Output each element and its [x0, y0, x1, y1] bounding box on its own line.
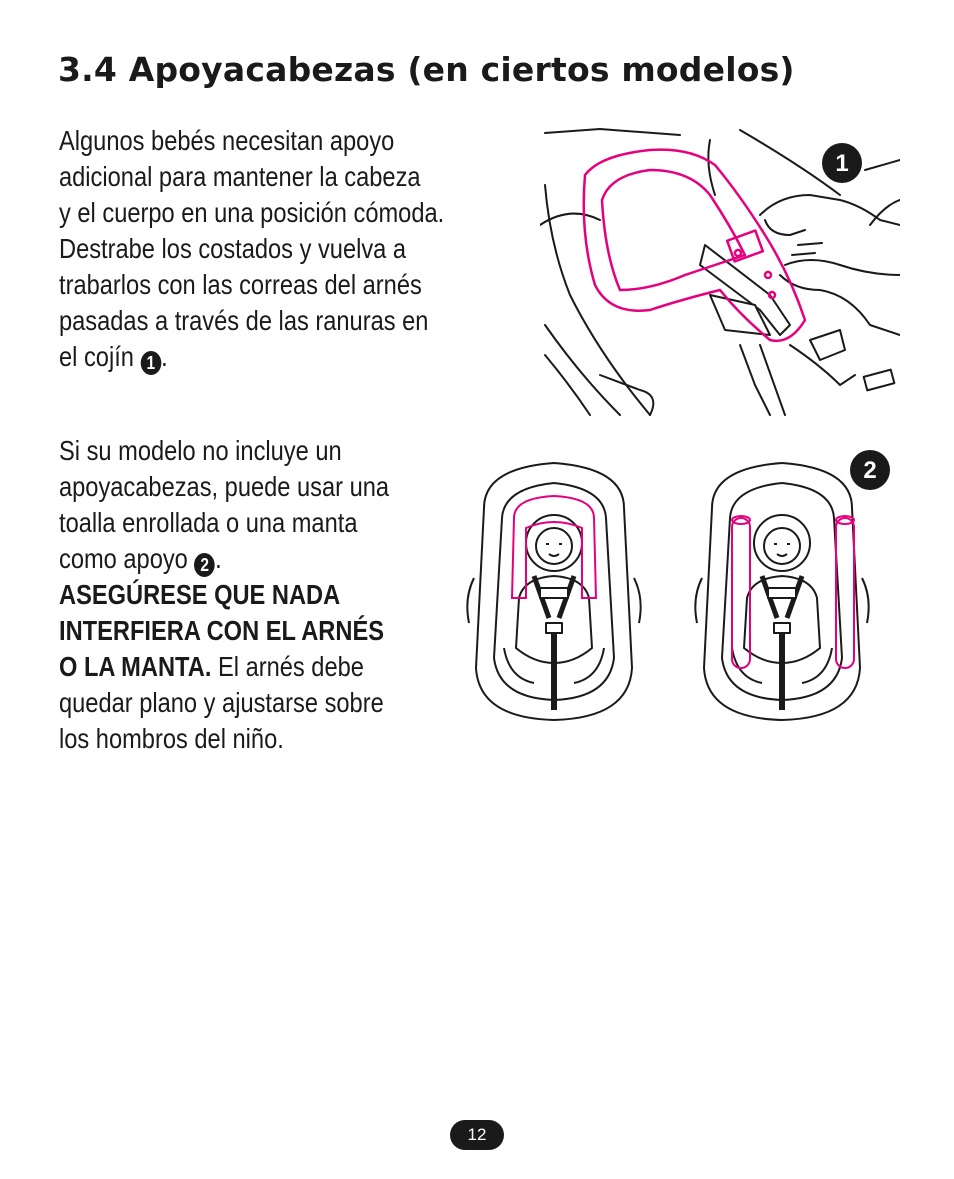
warning-line-mixed — [59, 649, 455, 685]
infant-seat-comparison-illustration — [464, 448, 904, 728]
warning-line: ASEGÚRESE QUE NADA — [59, 579, 341, 610]
page-number: 12 — [450, 1120, 504, 1150]
text-line: quedar plano y ajustarse sobre — [59, 687, 384, 718]
text-line: como apoyo — [59, 543, 188, 574]
text-line: apoyacabezas, puede usar una — [59, 471, 390, 502]
text-line: el cojín — [59, 341, 134, 372]
figure-2-number: 2 — [863, 457, 877, 484]
text-line: Si su modelo no incluye un — [59, 435, 342, 466]
instructions-paragraph-2 — [59, 433, 455, 757]
text-line: pasadas a través de las ranuras en — [59, 305, 429, 336]
figure-1-number: 1 — [835, 150, 849, 177]
headrest-install-illustration — [540, 125, 900, 423]
warning-line: INTERFIERA CON EL ARNÉS — [59, 615, 384, 646]
text-line-with-ref: como apoyo 2 . — [59, 543, 222, 575]
text-line: El arnés debe — [211, 651, 364, 682]
text-line: y el cuerpo en una posición cómoda. — [59, 197, 445, 228]
text-line: Destrabe los costados y vuelva a — [59, 233, 407, 264]
warning-line: O LA MANTA. — [59, 651, 212, 682]
text-line-last: el cojín 1 . — [59, 341, 168, 373]
page-title: 3.4 Apoyacabezas (en ciertos modelos) — [58, 50, 795, 89]
text-line: adicional para mantener la cabeza — [59, 161, 421, 192]
instructions-paragraph-1 — [59, 123, 506, 375]
text-line: trabarlos con las correas del arnés — [59, 269, 422, 300]
text-line: Algunos bebés necesitan apoyo — [59, 125, 395, 156]
figure-ref-badge-1: 1 — [141, 351, 162, 375]
figure-ref-badge-2: 2 — [194, 553, 215, 577]
text-line: los hombros del niño. — [59, 723, 284, 754]
text-line: toalla enrollada o una manta — [59, 507, 358, 538]
